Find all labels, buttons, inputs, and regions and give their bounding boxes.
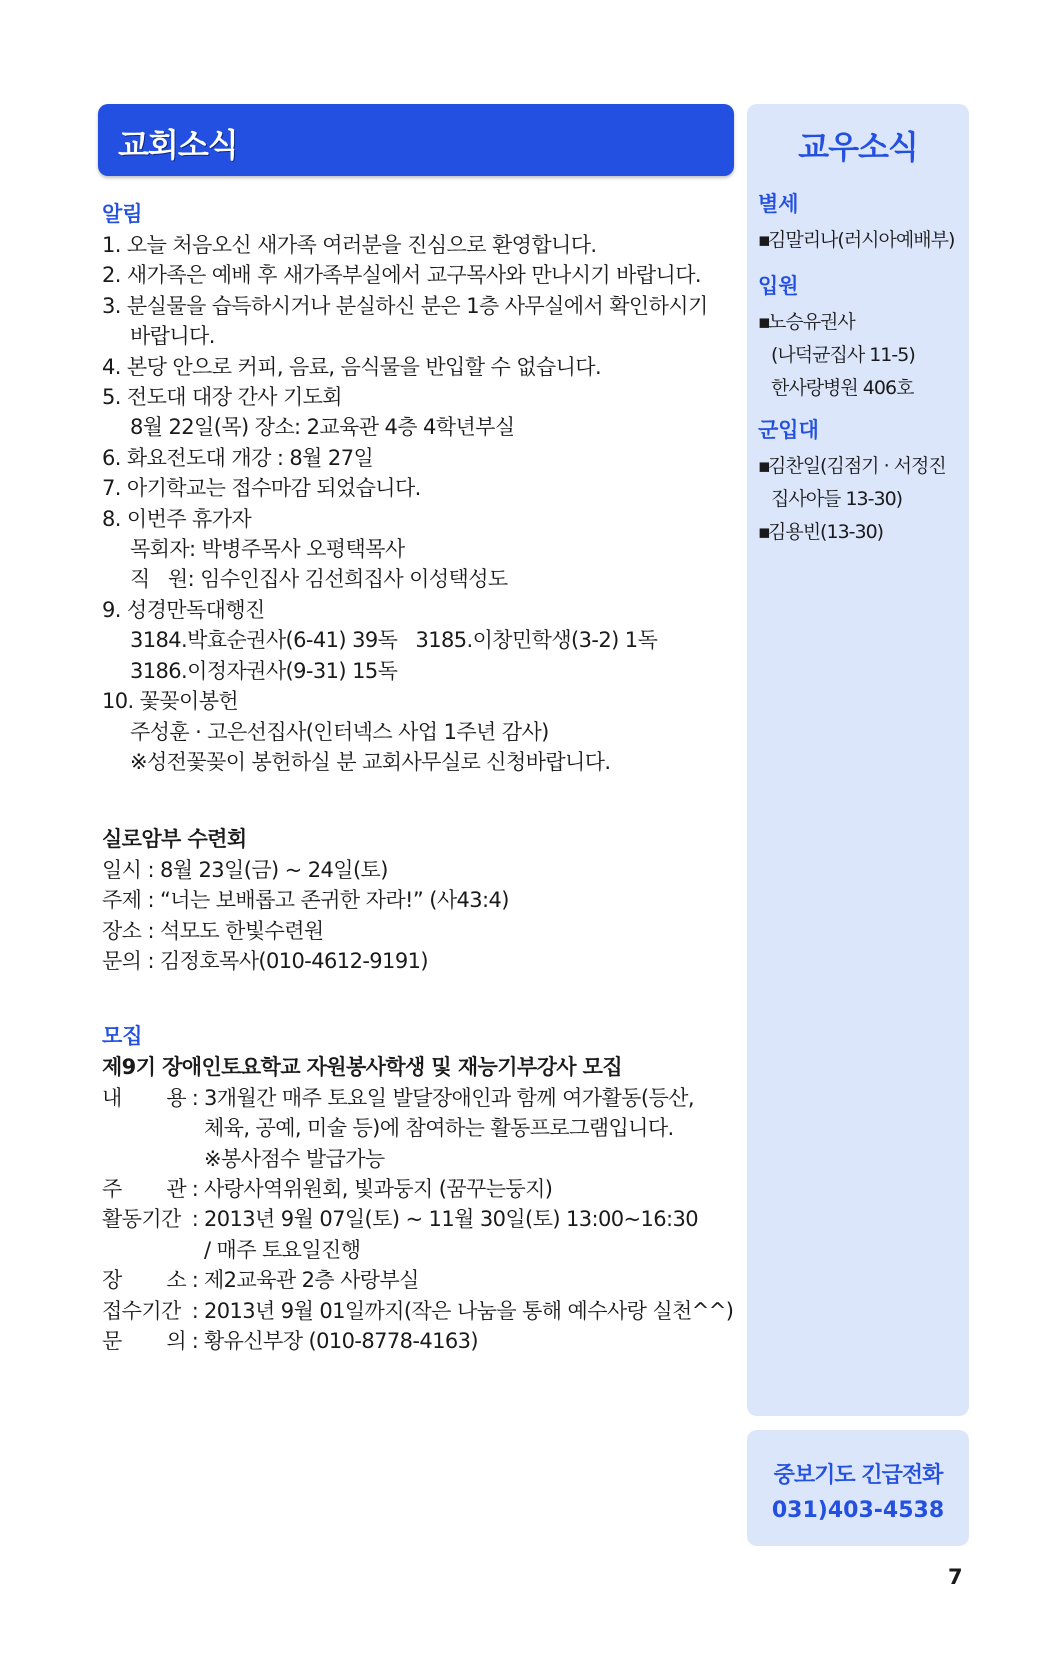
recruit-row-inquiry: 문 의 : 황유신부장 (010-8778-4163) <box>102 1329 479 1353</box>
section-title: 교회소식 <box>118 126 238 164</box>
recruit-row-continuation: / 매주 토요일진행 <box>204 1237 361 1262</box>
notice-line: 6. 화요전도대 개강 : 8월 27일 <box>102 445 374 470</box>
recruit-row-content: 내 용 : 3개월간 매주 토요일 발달장애인과 함께 여가활동(등산, <box>102 1085 694 1110</box>
notice-line: 바랍니다. <box>130 324 215 349</box>
retreat-title: 실로암부 수련회 <box>102 827 247 852</box>
notice-line: 3184.박효순권사(6-41) 39독 3185.이창민학생(3-2) 1독 <box>130 628 658 653</box>
notice-line: 7. 아기학교는 접수마감 되었습니다. <box>102 476 421 501</box>
emergency-label: 중보기도 긴급전화 <box>773 1463 943 1488</box>
sidebar-section-head: 군입대 <box>758 418 819 442</box>
notice-line: 4. 본당 안으로 커피, 음료, 음식물을 반입할 수 없습니다. <box>102 354 602 379</box>
emergency-phone: 031)403-4538 <box>771 1498 945 1523</box>
sidebar-item: ▪김용빈(13-30) <box>758 521 884 543</box>
retreat-line: 일시 : 8월 23일(금) ~ 24일(토) <box>102 857 388 882</box>
sidebar-item: ▪김찬일(김점기 · 서정진 <box>758 455 946 477</box>
page-number: 7 <box>948 1565 963 1589</box>
retreat-line: 주제 : “너는 보배롭고 존귀한 자라!” (사43:4) <box>102 888 509 913</box>
notice-line: 3. 분실물을 습득하시거나 분실하신 분은 1층 사무실에서 확인하시기 <box>102 293 708 318</box>
main-content <box>102 198 742 1356</box>
notice-line: 2. 새가족은 예배 후 새가족부실에서 교구목사와 만나시기 바랍니다. <box>102 263 701 288</box>
retreat-line: 문의 : 김정호목사(010-4612-9191) <box>102 948 428 973</box>
recruit-row-continuation: 체육, 공예, 미술 등)에 참여하는 활동프로그램입니다. <box>204 1116 674 1141</box>
notice-line: 1. 오늘 처음오신 새가족 여러분을 진심으로 환영합니다. <box>102 233 597 257</box>
recruit-heading: 모집 <box>102 1024 143 1049</box>
notice-line: 주성훈 · 고은선집사(인터넥스 사업 1주년 감사) <box>130 719 549 744</box>
notice-line: 목회자: 박병주목사 오평택목사 <box>130 537 405 562</box>
sidebar-section-hospitalized <box>758 270 963 405</box>
notice-line: ※성전꽃꽂이 봉헌하실 분 교회사무실로 신청바랍니다. <box>130 749 611 774</box>
notice-line: 9. 성경만독대행진 <box>102 597 265 622</box>
notice-line: 5. 전도대 대장 간사 기도회 <box>102 385 342 410</box>
recruit-row-period: 활동기간 : 2013년 9월 07일(토) ~ 11월 30일(토) 13:00~16:30 <box>102 1207 699 1232</box>
retreat-line: 장소 : 석모도 한빛수련원 <box>102 918 324 943</box>
emergency-prayer-box <box>747 1430 969 1546</box>
notice-list <box>102 230 742 777</box>
recruit-title: 제9기 장애인토요학교 자원봉사학생 및 재능기부강사 모집 <box>102 1055 623 1080</box>
notice-heading: 알림 <box>102 202 143 226</box>
sidebar-section-head: 별세 <box>758 192 799 216</box>
notice-line: 3186.이정자권사(9-31) 15독 <box>130 658 398 683</box>
section-header-church-news <box>98 104 734 176</box>
recruit-row-host: 주 관 : 사랑사역위원회, 빛과둥지 (꿈꾸는둥지) <box>102 1176 553 1201</box>
notice-line: 8월 22일(목) 장소: 2교육관 4층 4학년부실 <box>130 415 515 440</box>
sidebar-item-detail: (나덕균집사 11-5) <box>771 344 915 366</box>
notice-line: 8. 이번주 휴가자 <box>102 506 252 531</box>
sidebar-item-detail: 집사아들 13-30) <box>771 488 903 510</box>
sidebar-section-head: 입원 <box>758 274 799 298</box>
sidebar-title: 교우소식 <box>798 128 918 166</box>
recruit-row-place: 장 소 : 제2교육관 2층 사랑부실 <box>102 1268 419 1293</box>
recruit-row-continuation: ※봉사점수 발급가능 <box>204 1146 385 1171</box>
sidebar-section-deceased <box>758 188 963 257</box>
recruit-row-application: 접수기간 : 2013년 9월 01일까지(작은 나눔을 통해 예수사랑 실천^^) <box>102 1298 734 1323</box>
sidebar-item-detail: 한사랑병원 406호 <box>771 377 914 399</box>
notice-line: 10. 꽃꽂이봉헌 <box>102 689 239 714</box>
notice-line: 직 원: 임수인집사 김선희집사 이성택성도 <box>130 567 508 592</box>
sidebar-item: ▪노승유권사 <box>758 311 855 333</box>
sidebar-section-enlistment <box>758 414 963 549</box>
sidebar-item: ▪김말리나(러시아예배부) <box>758 229 955 251</box>
sidebar-member-news <box>747 104 969 1416</box>
